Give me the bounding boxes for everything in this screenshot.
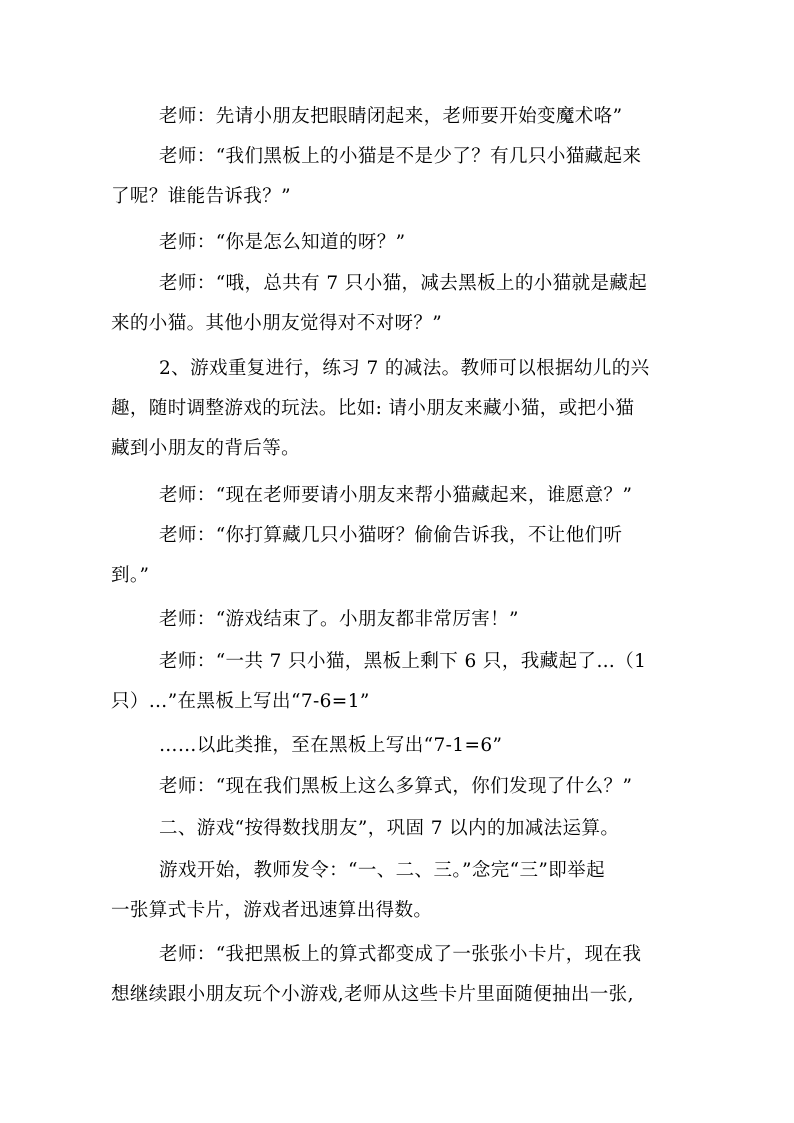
paragraph-10 [111,726,681,766]
paragraph-9 [111,642,681,722]
text-line: 老师：“我把黑板上的算式都变成了一张张小卡片，现在我 [159,944,642,965]
text-line: 游戏开始，教师发令：“一、二、三。”念完“三”即举起 [159,860,605,881]
text-line: 老师：“你是怎么知道的呀？” [159,232,406,253]
text-line: 想继续跟小朋友玩个小游戏,老师从这些卡片里面随便抽出一张, [111,984,634,1005]
paragraph-6 [111,476,681,516]
text-line: 到。” [111,565,150,586]
text-line: ……以此类推，至在黑板上写出“7-1=6” [159,735,503,756]
text-line: 老师：“哦，总共有 7 只小猫，减去黑板上的小猫就是藏起 [159,273,648,294]
text-line: 藏到小朋友的背后等。 [111,438,301,459]
paragraph-7 [111,516,681,596]
text-line: 老师：“游戏结束了。小朋友都非常厉害！” [159,609,519,630]
text-line: 一张算式卡片，游戏者迅速算出得数。 [111,900,433,921]
paragraph-8 [111,600,681,640]
paragraph-12 [111,809,681,849]
paragraph-3 [111,223,681,263]
text-line: 只）…”在黑板上写出“7-6=1” [111,691,370,712]
text-line: 老师：先请小朋友把眼睛闭起来，老师要开始变魔术咯” [159,106,623,127]
paragraph-13 [111,851,681,931]
text-line: 老师：“我们黑板上的小猫是不是少了？有几只小猫藏起来 [159,146,642,167]
text-line: 了呢？谁能告诉我？” [111,186,291,207]
text-line: 2、游戏重复进行，练习 7 的减法。教师可以根据幼儿的兴 [159,358,650,379]
paragraph-5 [111,349,681,469]
text-line: 老师：“一共 7 只小猫，黑板上剩下 6 只，我藏起了…（1 [159,651,647,672]
paragraph-11 [111,767,681,807]
paragraph-1 [111,97,681,137]
text-line: 老师：“现在我们黑板上这么多算式，你们发现了什么？” [159,776,633,797]
text-line: 老师：“现在老师要请小朋友来帮小猫藏起来，谁愿意？” [159,485,633,506]
text-line: 来的小猫。其他小朋友觉得对不对呀？” [111,313,443,334]
paragraph-14 [111,935,681,1015]
paragraph-4 [111,264,681,344]
paragraph-2 [111,137,681,217]
text-line: 趣，随时调整游戏的玩法。比如: 请小朋友来藏小猫，或把小猫 [111,398,635,419]
text-line: 老师：“你打算藏几只小猫呀？偷偷告诉我，不让他们听 [159,525,623,546]
text-line: 二、游戏“按得数找朋友”，巩固 7 以内的加减法运算。 [159,818,620,839]
